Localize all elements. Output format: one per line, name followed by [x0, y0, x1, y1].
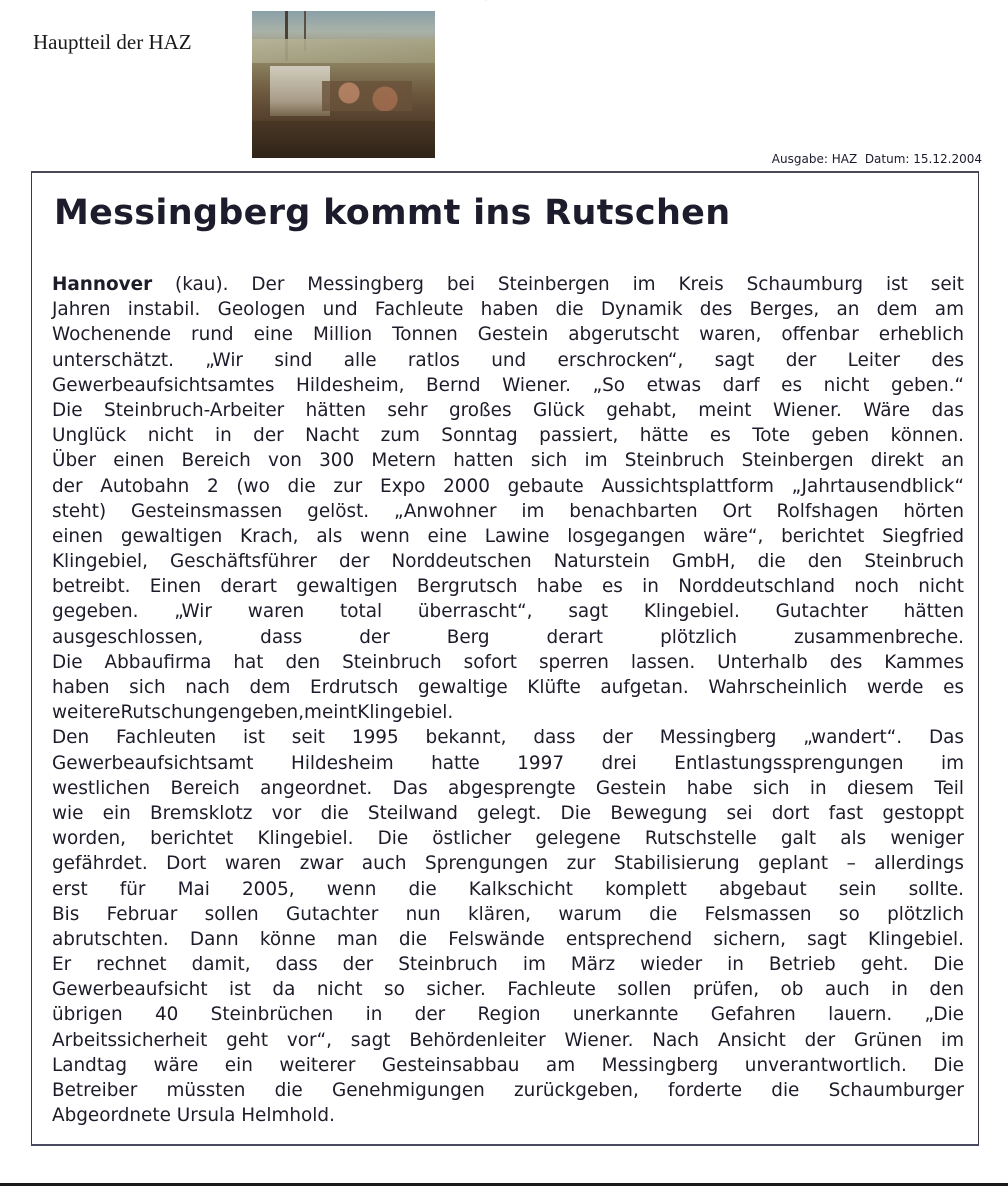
article-line: Die Abbaufirma hat den Steinbruch sofort sperren lassen. Unterhalb des Kammes: [52, 651, 964, 673]
edition-label: Ausgabe:: [771, 152, 828, 166]
edition-value: HAZ: [831, 152, 858, 166]
rock-face-shape: [270, 66, 330, 116]
article-line: ausgeschlossen, dass der Berg derart plötzlich zusammenbreche.: [52, 626, 964, 648]
article-line: haben sich nach dem Erdrutsch gewaltige Klüfte aufgetan. Wahrscheinlich werde es: [52, 677, 964, 698]
article-line: einen gewaltigen Krach, als wenn eine Lawine losgegangen wäre“, berichtet Siegfried: [52, 525, 964, 547]
hillside-shape: [252, 39, 435, 63]
article-line: Er rechnet damit, dass der Steinbruch im März wieder in Betrieb geht. Die: [52, 954, 964, 976]
article-line: Unglück nicht in der Nacht zum Sonntag passiert, hätte es Tote geben können.: [52, 425, 964, 447]
article-line: Die Steinbruch-Arbeiter hätten sehr großes Glück gehabt, meint Wiener. Wäre das: [52, 399, 964, 421]
article-line: worden, berichtet Klingebiel. Die östlicher gelegene Rutschstelle galt als weniger: [52, 828, 964, 850]
article-line: unterschätzt. „Wir sind alle ratlos und erschrocken“, sagt der Leiter des: [52, 349, 964, 371]
rubble-shape: [322, 81, 412, 111]
article-line: Hannover (kau). Der Messingberg bei Steinbergen im Kreis Schaumburg ist seit: [52, 274, 964, 295]
article-line: übrigen 40 Steinbrüchen in der Region unerkannte Gefahren lauern. „Die: [52, 1004, 964, 1026]
article-meta: [772, 152, 982, 166]
headline: Messingberg kommt ins Rutschen: [54, 193, 731, 233]
article-body: [52, 272, 964, 1128]
article-line: Abgeordnete Ursula Helmhold.: [52, 1105, 335, 1127]
article-box: [31, 171, 979, 1146]
article-line: der Autobahn 2 (wo die zur Expo 2000 gebaute Aussichtsplattform „Jahrtausendblick“: [52, 475, 964, 497]
source-label: Hauptteil der HAZ: [33, 30, 192, 54]
date-label: Datum:: [864, 152, 910, 166]
article-line: Betreiber müssten die Genehmigungen zurückgeben, forderte die Schaumburger: [52, 1080, 964, 1101]
dateline-location: Hannover: [52, 274, 153, 295]
article-line: Arbeitssicherheit geht vor“, sagt Behördenleiter Wiener. Nach Ansicht der Grünen im: [52, 1029, 964, 1051]
article-line: steht) Gesteinsmassen gelöst. „Anwohner im benachbarten Ort Rolfshagen hörten: [52, 500, 964, 522]
article-line: weitereRutschungengeben,meintKlingebiel.: [52, 702, 454, 724]
date-value: 15.12.2004: [913, 152, 982, 166]
article-line: Gewerbeaufsicht ist da nicht so sicher. Fachleute sollen prüfen, ob auch in den: [52, 979, 964, 1001]
article-line: gefährdet. Dort waren zwar auch Sprengungen zur Stabilisierung geplant – allerdings: [52, 853, 964, 875]
article-line: Klingebiel, Geschäftsführer der Norddeutschen Naturstein GmbH, die den Steinbruch: [52, 551, 964, 573]
article-line: westlichen Bereich angeordnet. Das abgesprengte Gestein habe sich in diesem Teil: [52, 777, 964, 799]
article-line: Gewerbeaufsichtsamt Hildesheim hatte 1997 drei Entlastungssprengungen im: [52, 752, 964, 774]
article-line: Bis Februar sollen Gutachter nun klären, warum die Felsmassen so plötzlich: [52, 903, 964, 925]
article-line: Jahren instabil. Geologen und Fachleute haben die Dynamik des Berges, an dem am: [52, 299, 964, 321]
article-line: gegeben. „Wir waren total überrascht“, sagt Klingebiel. Gutachter hätten: [52, 601, 964, 623]
article-line: Den Fachleuten ist seit 1995 bekannt, dass der Messingberg „wandert“. Das: [52, 727, 964, 749]
landslide-photo: [252, 11, 435, 158]
scan-artifact: [485, 0, 517, 12]
article-line: betreibt. Einen derart gewaltigen Bergrutsch habe es in Norddeutschland noch nicht: [52, 576, 964, 598]
article-line: abrutschten. Dann könne man die Felswände entsprechend sichern, sagt Klingebiel.: [52, 928, 964, 950]
article-line: erst für Mai 2005, wenn die Kalkschicht komplett abgebaut sein sollte.: [52, 878, 964, 900]
ground-shape: [252, 121, 435, 158]
article-line: wie ein Bremsklotz vor die Steilwand gelegt. Die Bewegung sei dort fast gestoppt: [52, 802, 964, 824]
article-line: Wochenende rund eine Million Tonnen Gestein abgerutscht waren, offenbar erheblich: [52, 324, 964, 346]
article-line: Über einen Bereich von 300 Metern hatten sich im Steinbruch Steinbergen direkt an: [52, 450, 964, 472]
article-line: Gewerbeaufsichtsamtes Hildesheim, Bernd Wiener. „So etwas darf es nicht geben.“: [52, 374, 964, 396]
article-line: Landtag wäre ein weiterer Gesteinsabbau am Messingberg unverantwortlich. Die: [52, 1054, 964, 1076]
